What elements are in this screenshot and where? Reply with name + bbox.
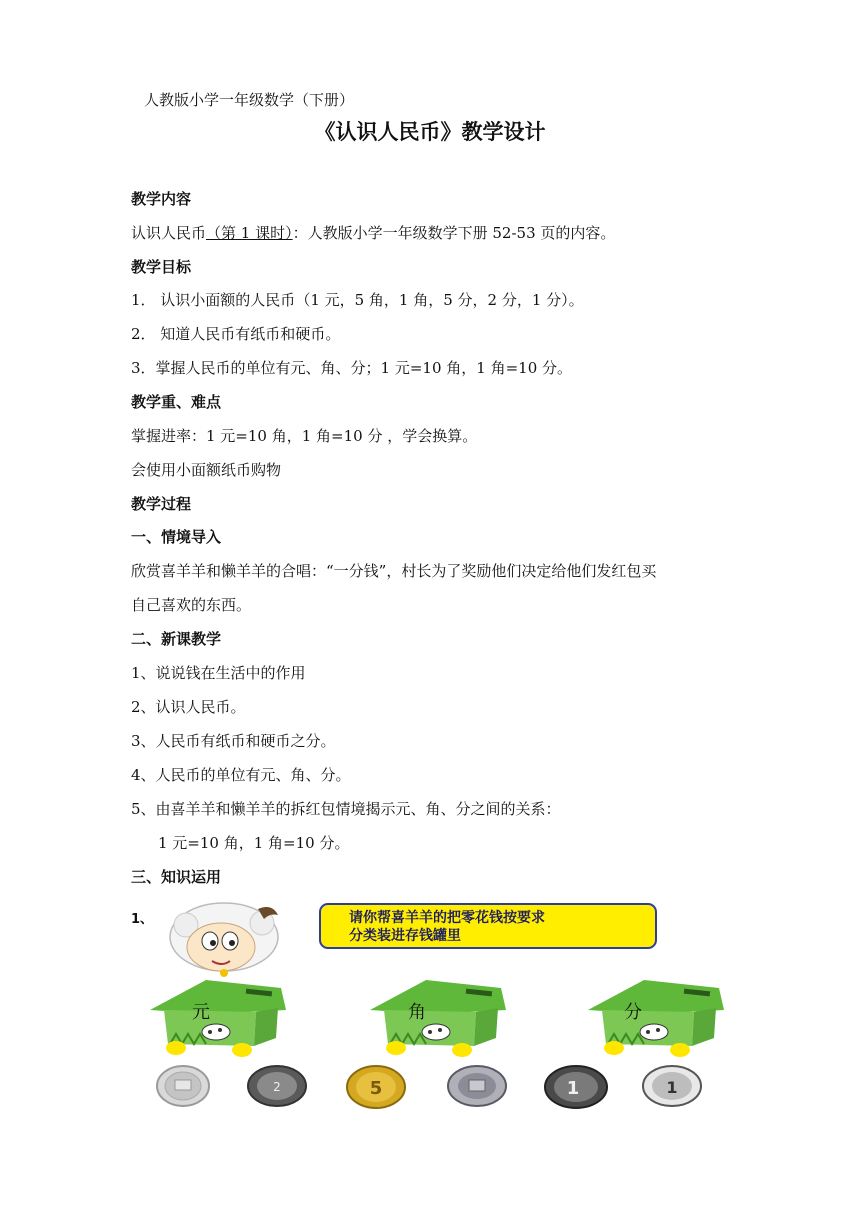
instruction-bubble [319, 903, 657, 949]
section-1-para-line2: 自己喜欢的东西。 [131, 596, 252, 614]
key-point-1: 掌握进率：1 元=10 角，1 角=10 分 ，学会换算。 [131, 427, 478, 445]
section-3-title: 三、知识运用 [131, 868, 222, 886]
heading-teaching-content: 教学内容 [131, 190, 192, 208]
bubble-line-1: 请你帮喜羊羊的把零花钱按要求 [349, 910, 545, 926]
section-1-para-line1: 欣赏喜羊羊和懒羊羊的合唱：“一分钱”，村长为了奖励他们决定给他们发红包买 [131, 562, 657, 580]
coin-5jiao-icon[interactable] [345, 1064, 407, 1110]
savings-box-jiao[interactable] [366, 980, 511, 1058]
coin-2fen-icon[interactable] [246, 1064, 308, 1108]
section-2-item-6: 1 元=10 角，1 角=10 分。 [158, 834, 350, 852]
bubble-line-2: 分类装进存钱罐里 [349, 928, 461, 944]
document-title: 《认识人民币》教学设计 [314, 120, 546, 144]
coin-1yuan-icon[interactable] [641, 1064, 703, 1108]
svg-text:5: 5 [369, 1078, 383, 1099]
coin-1fen-icon[interactable] [155, 1064, 211, 1108]
goal-3: 3．掌握人民币的单位有元、角、分；1 元=10 角，1 角=10 分。 [131, 359, 573, 377]
box-house-icon [146, 980, 291, 1058]
section-2-item-2: 2、认识人民币。 [131, 698, 246, 716]
section-1-title: 一、情境导入 [131, 528, 222, 546]
teaching-content-text [131, 223, 615, 243]
lesson-number: （第 1 课时） [206, 224, 293, 242]
box-label: 角 [408, 1002, 426, 1023]
box-house-icon [366, 980, 511, 1058]
goal-1: 1． 认识小面额的人民币（1 元，5 角，1 角，5 分，2 分，1 分）。 [131, 291, 584, 309]
exercise-number: 1、 [131, 912, 154, 927]
document-subtitle: 人教版小学一年级数学（下册） [144, 91, 355, 109]
sheep-character-illustration [166, 897, 286, 977]
svg-text:1: 1 [666, 1078, 678, 1097]
section-2-item-1: 1、说说钱在生活中的作用 [131, 664, 306, 682]
heading-key-points: 教学重、难点 [131, 393, 222, 411]
box-label: 分 [624, 1002, 642, 1023]
savings-box-yuan[interactable] [146, 980, 291, 1058]
section-2-item-4: 4、人民币的单位有元、角、分。 [131, 766, 351, 784]
section-2-item-5: 5、由喜羊羊和懒羊羊的拆红包情境揭示元、角、分之间的关系： [131, 800, 561, 818]
goal-2: 2． 知道人民币有纸币和硬币。 [131, 325, 341, 343]
content-pre: 认识人民币 [131, 224, 207, 242]
svg-text:1: 1 [566, 1078, 580, 1099]
savings-box-fen[interactable] [584, 980, 729, 1058]
coin-1yuan-icon[interactable] [543, 1064, 609, 1110]
section-2-title: 二、新课教学 [131, 630, 222, 648]
box-label: 元 [192, 1002, 210, 1023]
heading-teaching-process: 教学过程 [131, 495, 192, 513]
key-point-2: 会使用小面额纸币购物 [131, 461, 282, 479]
section-2-item-3: 3、人民币有纸币和硬币之分。 [131, 732, 336, 750]
coin-5fen-icon[interactable] [446, 1064, 508, 1108]
content-post: ：人教版小学一年级数学下册 52-53 页的内容。 [292, 224, 616, 242]
heading-teaching-goals: 教学目标 [131, 258, 192, 276]
box-house-icon [584, 980, 729, 1058]
svg-text:2: 2 [273, 1080, 281, 1094]
